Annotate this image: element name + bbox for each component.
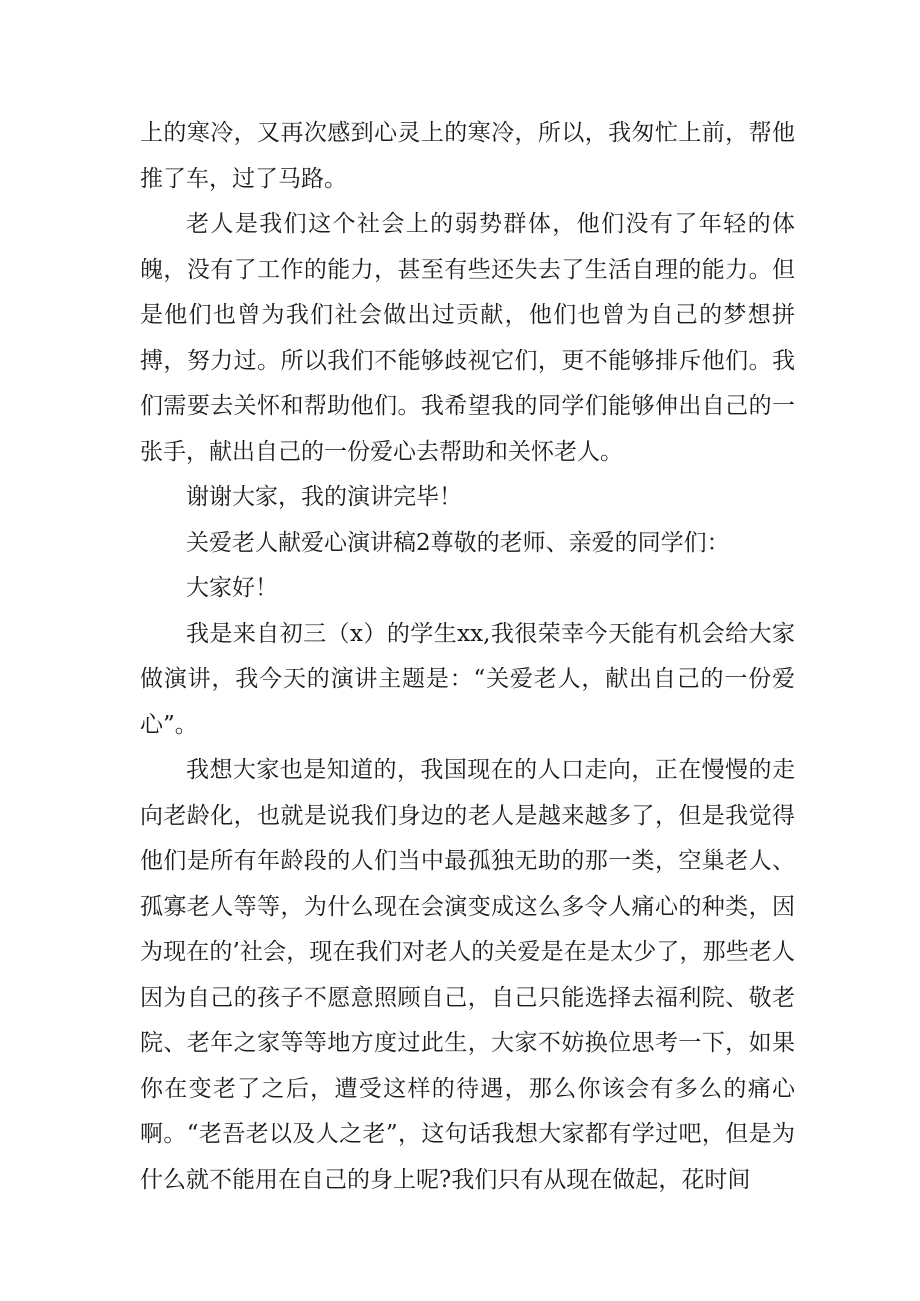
speech-heading: 关爱老人献爱心演讲稿2尊敬的老师、亲爱的同学们： <box>186 529 730 556</box>
paragraph-thanks: 谢谢大家，我的演讲完毕！ <box>186 484 462 510</box>
paragraph-continuation: 上的寒冷，又再次感到心灵上的寒冷，所以，我匆忙上前，帮他推了车，过了马路。 <box>140 120 795 192</box>
paragraph-aging-society: 我想大家也是知道的，我国现在的人口走向，正在慢慢的走向老龄化，也就是说我们身边的老人是越来越多了，但是我觉得他们是所有年龄段的人们当中最孤独无助的那一类，空巢老人、孤寡老人等等，为什么现在会演变成这么多令人痛心的种类，因为现在的’社会，现在我们对老人的关爱是在是太少了，那些老人因为自己的孩子不愿意照顾自己，自己只能选择去福利院、敬老院、老年之家等等地方度过此生，大家不妨换位思考一下，如果你在变老了之后，遭受这样的待遇，那么你该会有多么的痛心啊。“老吾老以及人之老”，这句话我想大家都有学过吧，但是为什么就不能用在自己的身上呢?我们只有从现在做起，花时间 <box>140 757 795 1193</box>
paragraph-elderly-vulnerable: 老人是我们这个社会上的弱势群体，他们没有了年轻的体魄，没有了工作的能力，甚至有些还失去了生活自理的能力。但是他们也曾为我们社会做出过贡献，他们也曾为自己的梦想拼搏，努力过。所以我们不能够歧视它们，更不能够排斥他们。我们需要去关怀和帮助他们。我希望我的同学们能够伸出自己的一张手，献出自己的一份爱心去帮助和关怀老人。 <box>140 211 795 465</box>
document-body <box>140 111 795 1203</box>
paragraph-introduction: 我是来自初三（x）的学生xx,我很荣幸今天能有机会给大家做演讲，我今天的演讲主题是：“关爱老人，献出自己的一份爱心”。 <box>140 620 795 738</box>
paragraph-greeting: 大家好！ <box>186 575 278 601</box>
